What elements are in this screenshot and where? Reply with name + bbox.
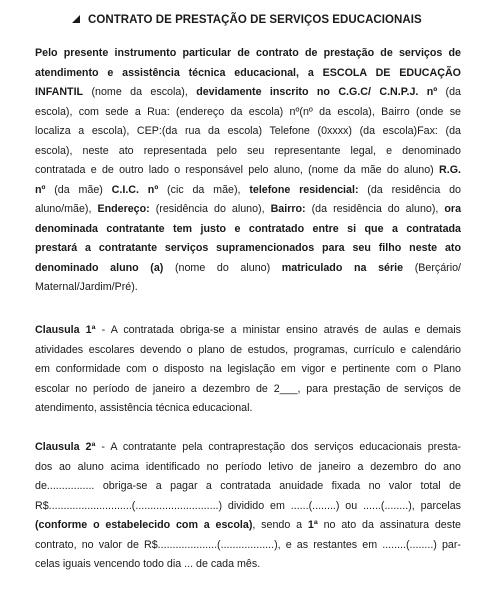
- bold-text-run: R.G.: [439, 164, 461, 176]
- text-run: no ato da assinatura deste: [317, 519, 461, 531]
- text-line: [35, 458, 461, 478]
- bold-text-run: Clausula 1ª: [35, 324, 96, 336]
- text-run: celas iguais vencendo todo dia ... de cada mês.: [35, 558, 261, 570]
- text-run: em conformidade com o disposto na legislação em vigor e pertinente com o Plano: [35, 363, 461, 375]
- document-title: CONTRATO DE PRESTAÇÃO DE SERVIÇOS EDUCACIONAIS: [88, 14, 422, 26]
- clause-1-paragraph: [35, 321, 461, 419]
- text-line: [35, 380, 461, 400]
- text-run: - A contratante pela contraprestação dos serviços educacionais presta-: [95, 441, 461, 453]
- bold-text-run: matriculado na série: [281, 261, 404, 274]
- bold-text-run: denominada contratante tem justo e contratado entre si que a contratada: [35, 222, 461, 235]
- text-line: [35, 44, 461, 64]
- text-run: contratada e de outro lado o responsável pelo aluno, (nome da mãe do aluno): [35, 164, 440, 176]
- text-run: - A contratada obriga-se a ministar ensino através de aulas e demais: [95, 324, 461, 336]
- text-line: [35, 239, 461, 259]
- bold-text-run: INFANTIL: [35, 86, 84, 98]
- text-run: (da residência do: [358, 183, 461, 196]
- text-run: (nome do aluno): [163, 261, 282, 274]
- text-line: [35, 360, 461, 380]
- text-line: [35, 278, 461, 298]
- bold-text-run: Pelo presente instrumento particular de contrato de prestação de serviços de: [35, 47, 461, 59]
- text-run: localiza a escola), CEP:(da rua da escola) Telefone (0xxxx) (da escola)Fax: (da: [35, 125, 461, 137]
- text-line: [35, 399, 461, 419]
- text-run: Maternal/Jardim/Pré).: [35, 281, 138, 293]
- clause-2-paragraph: [35, 438, 461, 575]
- bold-text-run: Bairro:: [270, 203, 306, 215]
- text-line: [35, 536, 461, 556]
- bold-text-run: Endereço:: [97, 203, 150, 215]
- text-run: R$............................(............................) dividido em ......(........) ou ......(........), parcelas: [35, 499, 461, 512]
- text-line: [35, 516, 461, 536]
- text-line: [35, 555, 461, 575]
- text-line: [35, 259, 461, 279]
- text-line: [35, 220, 461, 240]
- text-run: escola), neste ato representada pelo seu representante legal, e denominado: [35, 144, 461, 157]
- text-run: contrato, no valor de R$....................(..................), e as restantes em ........(........) par-: [35, 538, 461, 551]
- bold-text-run: denominado aluno (a): [35, 261, 164, 274]
- preamble-paragraph: [35, 44, 461, 298]
- text-line: [35, 181, 461, 201]
- text-run: de................ obriga-se a pagar a contratada anuidade fixada no valor total de: [35, 480, 461, 492]
- text-line: [35, 321, 461, 341]
- text-line: [35, 64, 461, 84]
- text-line: [35, 122, 461, 142]
- text-line: [35, 200, 461, 220]
- text-run: escola), com sede a Rua: (endereço da escola) nº(nº da escola), Bairro (onde se: [35, 105, 461, 118]
- bold-text-run: telefone residencial:: [249, 183, 359, 196]
- bold-text-run: C.I.C. nº: [111, 183, 159, 196]
- text-run: (da mãe): [45, 183, 112, 196]
- text-line: [35, 438, 461, 458]
- bold-text-run: prestará a contratante serviços supramencionados para seu filho neste ato: [35, 242, 461, 254]
- text-run: (da: [437, 86, 461, 98]
- text-run: (cic da mãe),: [158, 183, 250, 196]
- text-run: atendimento, assistência técnica educacional.: [35, 402, 253, 414]
- text-run: (da residência do aluno),: [305, 203, 445, 215]
- bold-text-run: Clausula 2ª: [35, 441, 96, 453]
- text-run: dos ao aluno acima identificado no período letivo de janeiro a dezembro do ano: [35, 460, 461, 473]
- bold-text-run: ora: [444, 203, 462, 215]
- text-line: [35, 497, 461, 517]
- text-run: (residência do aluno),: [149, 203, 271, 215]
- document-title-row: [72, 14, 422, 26]
- bold-text-run: 1ª: [307, 519, 318, 531]
- bold-text-run: atendimento e assistência técnica educacional, a ESCOLA DE EDUCAÇÃO: [35, 66, 461, 79]
- text-line: [35, 341, 461, 361]
- text-run: atividades escolares devendo o plano de estudos, programas, currículo e calendário: [35, 343, 461, 356]
- text-line: [35, 477, 461, 497]
- bold-text-run: (conforme o estabelecido com a escola): [35, 519, 253, 531]
- text-run: , sendo a: [252, 519, 308, 531]
- text-run: (nome da escola),: [83, 86, 197, 98]
- text-line: [35, 103, 461, 123]
- text-line: [35, 142, 461, 162]
- text-run: aluno/mãe),: [35, 203, 98, 215]
- text-line: [35, 83, 461, 103]
- text-run: escolar no período de janeiro a dezembro de 2___, para prestação de serviços de: [35, 382, 461, 395]
- triangle-bullet-icon: [72, 15, 80, 23]
- text-line: [35, 161, 461, 181]
- bold-text-run: nº: [35, 183, 46, 196]
- text-run: (Berçário/: [403, 261, 462, 274]
- bold-text-run: devidamente inscrito no C.G.C/ C.N.P.J. nº: [196, 86, 438, 98]
